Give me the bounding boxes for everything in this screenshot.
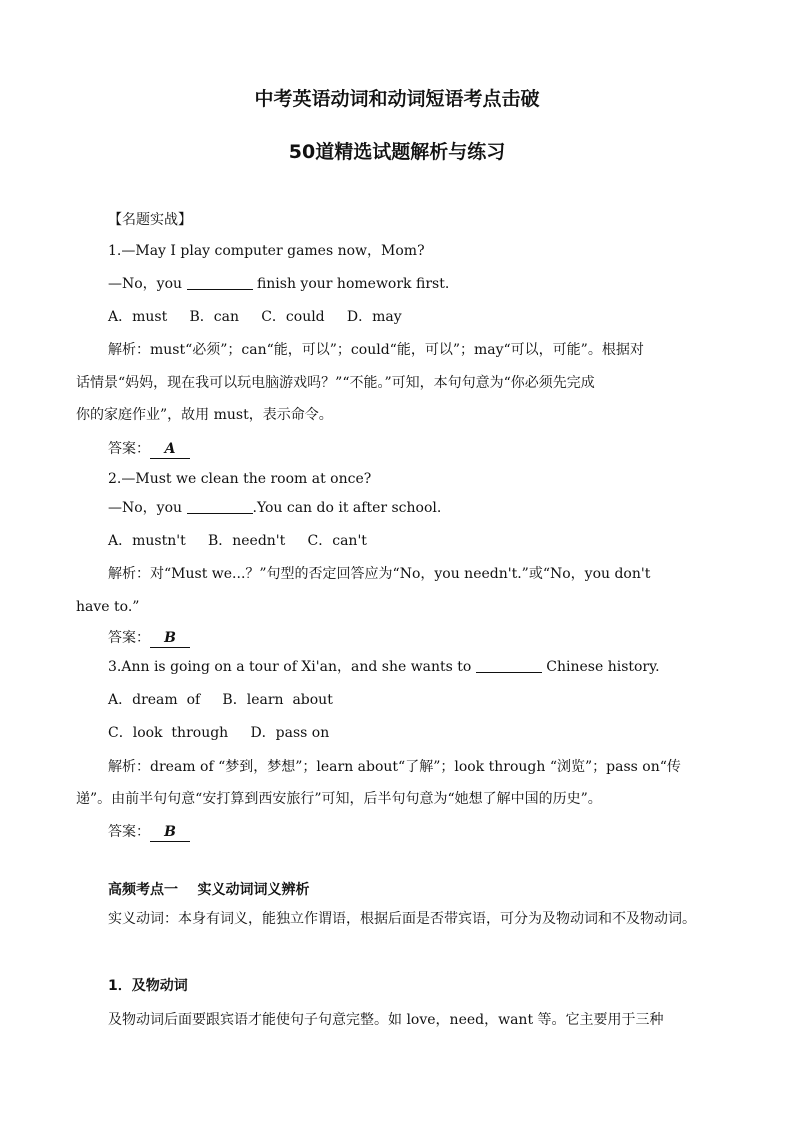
- q1-answer: A: [150, 440, 190, 459]
- q1-line2: [108, 275, 449, 293]
- q3-answer-line: [108, 823, 190, 842]
- q3-stem-a: 3.Ann is going on a tour of Xi'an，and she wants to: [108, 659, 472, 675]
- q2-answer: B: [150, 629, 190, 648]
- q3-options-1: A．dream of B．learn about: [108, 692, 333, 708]
- section2-header: 高频考点一 实义动词词义辨析: [108, 882, 310, 898]
- q2-blank: [187, 499, 253, 514]
- q2-answer-line: [108, 629, 190, 648]
- q1-answer-label: 答案：: [108, 441, 150, 457]
- q2-answer-label: 答案：: [108, 630, 150, 646]
- q1-analysis-1: 解析：must“必须”；can“能，可以”；could“能，可以”；may“可以，可能”。根据对: [108, 342, 644, 358]
- q2-analysis-2: have to.”: [76, 599, 140, 615]
- section2-paragraph: 实义动词：本身有词义，能独立作谓语，根据后面是否带宾语，可分为及物动词和不及物动词。: [108, 911, 696, 927]
- q1-line2-a: —No，you: [108, 276, 183, 292]
- section-header: 【名题实战】: [108, 212, 192, 228]
- q3-stem: [108, 658, 660, 676]
- sub1-paragraph: 及物动词后面要跟宾语才能使句子句意完整。如 love，need，want 等。它主要用于三种: [108, 1012, 664, 1028]
- q3-analysis-1: 解析：dream of “梦到，梦想”；learn about“了解”；look through “浏览”；pass on“传: [108, 759, 681, 775]
- q2-stem: 2.—Must we clean the room at once?: [108, 471, 372, 487]
- document-subtitle: 50道精选试题解析与练习: [288, 141, 506, 163]
- q2-line2-a: —No，you: [108, 500, 183, 516]
- q3-analysis-2: 递”。由前半句句意“安打算到西安旅行”可知，后半句句意为“她想了解中国的历史”。: [76, 791, 602, 807]
- q1-analysis-2: 话情景“妈妈，现在我可以玩电脑游戏吗？”“不能。”可知，本句句意为“你必须先完成: [76, 375, 595, 391]
- q1-line2-b: finish your homework first.: [256, 276, 450, 292]
- q3-answer: B: [150, 823, 190, 842]
- q1-options: A．must B．can C．could D．may: [108, 309, 402, 325]
- sub1-header: 1．及物动词: [108, 978, 188, 994]
- q3-stem-b: Chinese history.: [546, 659, 660, 675]
- q1-stem: 1.—May I play computer games now，Mom?: [108, 243, 425, 259]
- q2-analysis-1: 解析：对“Must we...？”句型的否定回答应为“No，you needn't.”或“No，you don't: [108, 566, 651, 582]
- document-title: 中考英语动词和动词短语考点击破: [254, 88, 540, 110]
- q1-answer-line: [108, 440, 190, 459]
- q3-options-2: C．look through D．pass on: [108, 725, 330, 741]
- q1-blank: [187, 275, 253, 290]
- q1-analysis-3: 你的家庭作业”，故用 must，表示命令。: [76, 407, 333, 423]
- q2-line2: [108, 499, 441, 517]
- q2-options: A．mustn't B．needn't C．can't: [108, 533, 367, 549]
- q2-line2-b: .You can do it after school.: [252, 500, 442, 516]
- q3-answer-label: 答案：: [108, 824, 150, 840]
- q3-blank: [476, 658, 542, 673]
